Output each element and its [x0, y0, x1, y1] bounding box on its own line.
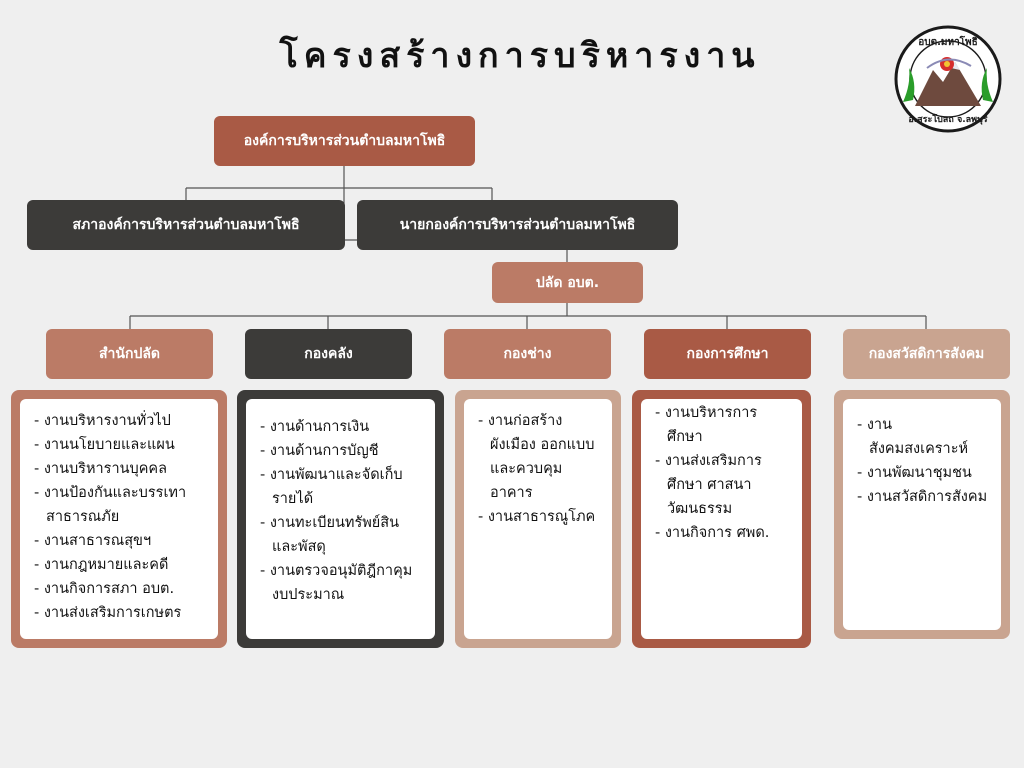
division-name: กองสวัสดิการสังคม [868, 346, 985, 362]
task-item: - งานตรวจอนุมัติฎีกาคุมงบประมาณ [256, 559, 425, 607]
logo-top-text: อบต.มหาโพธิ [918, 37, 978, 48]
task-item: - งานด้านการเงิน [256, 415, 425, 439]
task-item: - งานบริหารงานทั่วไป [30, 409, 208, 433]
task-item: - งานด้านการบัญชี [256, 439, 425, 463]
division-name: กองการศึกษา [686, 346, 769, 362]
task-item: - งานกฎหมายและคดี [30, 553, 208, 577]
task-item: - งานส่งเสริมการศึกษา ศาสนา วัฒนธรรม [651, 449, 792, 521]
mayor-label: นายกองค์การบริหารส่วนตำบลมหาโพธิ [399, 217, 636, 233]
task-item: - งานก่อสร้างผังเมือง ออกแบบและควบคุมอาคาร [474, 409, 602, 505]
task-item: - งานกิจการ ศพด. [651, 521, 792, 545]
task-list [30, 409, 208, 625]
tasks-panel-finance [237, 390, 444, 648]
task-list [651, 401, 792, 545]
division-name: กองช่าง [503, 346, 552, 362]
council-box [27, 200, 345, 250]
task-item: - งานพัฒนาชุมชน [853, 461, 991, 485]
tasks-panel-inner [464, 399, 612, 639]
clerk-label: ปลัด อบต. [535, 274, 600, 291]
tasks-panel-inner [246, 399, 435, 639]
task-item: - งานทะเบียนทรัพย์สินและพัสดุ [256, 511, 425, 559]
task-list [256, 415, 425, 607]
task-item: - งานสาธารณูโภค [474, 505, 602, 529]
tasks-panel-inner [641, 399, 802, 639]
tasks-panel-welfare [834, 390, 1010, 639]
logo-bottom-text: อ.สระโบสถ จ.ลพบุรี [908, 115, 988, 125]
task-list [474, 409, 602, 529]
division-header-welfare [843, 329, 1010, 379]
org-top-label: องค์การบริหารส่วนตำบลมหาโพธิ [243, 133, 446, 149]
council-label: สภาองค์การบริหารส่วนตำบลมหาโพธิ [72, 217, 300, 233]
task-item: - งานป้องกันและบรรเทาสาธารณภัย [30, 481, 208, 529]
division-header-office [46, 329, 213, 379]
tasks-panel-inner [20, 399, 218, 639]
task-list [853, 413, 991, 509]
clerk-box [492, 262, 643, 303]
task-item: - งานสวัสดิการสังคม [853, 485, 991, 509]
task-item: - งานบริหารการศึกษา [651, 401, 792, 449]
mayor-box [357, 200, 678, 250]
task-item: - งานบริหารานบุคคล [30, 457, 208, 481]
task-item: - งานสังคมสงเคราะห์ [853, 413, 991, 461]
division-name: กองคลัง [304, 346, 353, 362]
org-top-box [214, 116, 475, 166]
task-item: - งานสาธารณสุขฯ [30, 529, 208, 553]
tasks-panel-office [11, 390, 227, 648]
division-header-education [644, 329, 811, 379]
task-item: - งานพัฒนาและจัดเก็บรายได้ [256, 463, 425, 511]
tasks-panel-education [632, 390, 811, 648]
page-title: โครงสร้างการบริหารงาน [279, 36, 761, 76]
division-header-engineering [444, 329, 611, 379]
division-name: สำนักปลัด [98, 346, 160, 362]
tasks-panel-engineering [455, 390, 621, 648]
tasks-panel-inner [843, 399, 1001, 630]
task-item: - งานกิจการสภา อบต. [30, 577, 208, 601]
task-item: - งานนโยบายและแผน [30, 433, 208, 457]
task-item: - งานส่งเสริมการเกษตร [30, 601, 208, 625]
division-header-finance [245, 329, 412, 379]
